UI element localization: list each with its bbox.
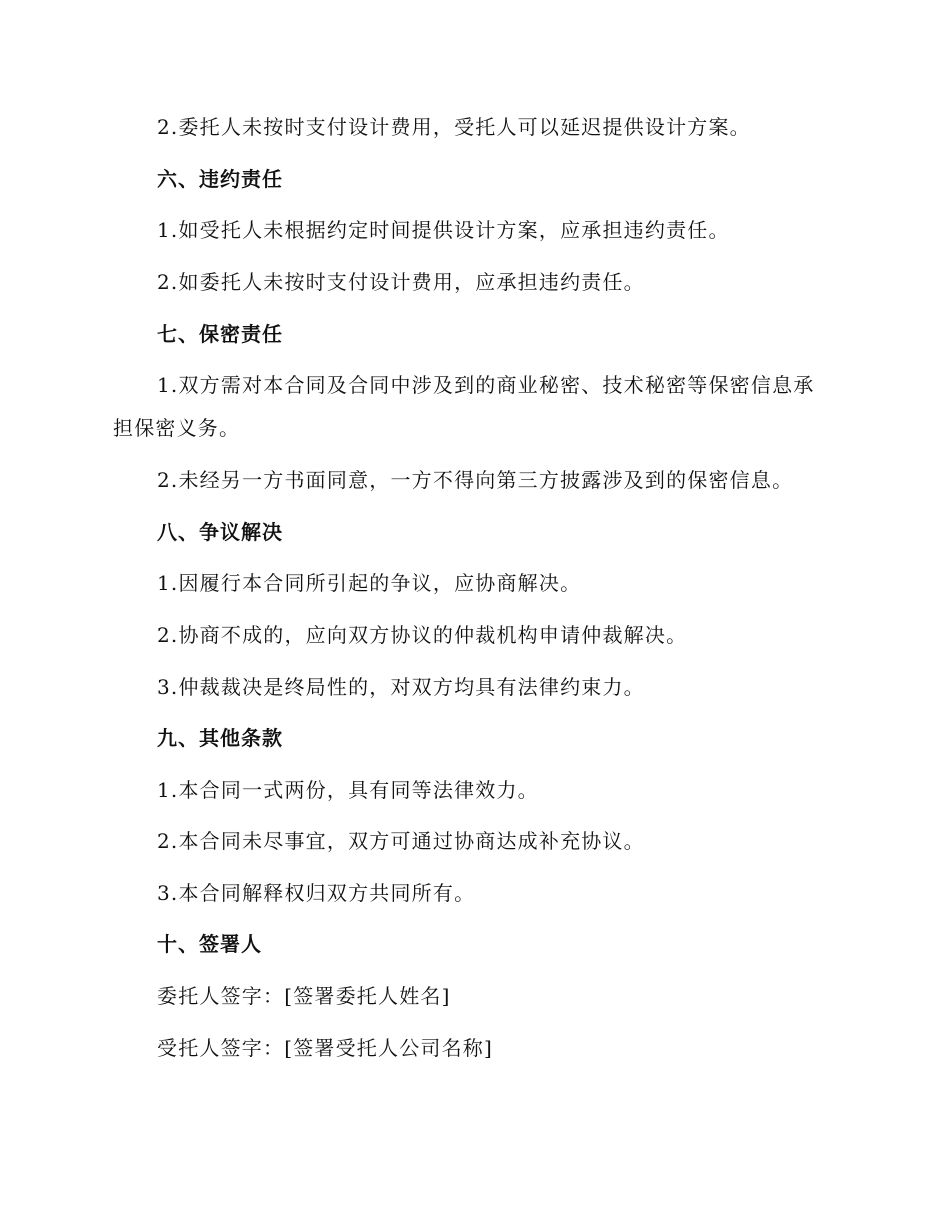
clause-7-item-1-continuation: 担保密义务。 xyxy=(113,416,241,440)
clause-8-item-2: 2.协商不成的，应向双方协议的仲裁机构申请仲裁解决。 xyxy=(157,623,688,647)
clause-8-item-1: 1.因履行本合同所引起的争议，应协商解决。 xyxy=(157,571,582,595)
clause-8-item-3: 3.仲裁裁决是终局性的，对双方均具有法律约束力。 xyxy=(157,675,645,699)
section-6-heading: 六、违约责任 xyxy=(157,167,283,191)
section-10-heading: 十、签署人 xyxy=(157,932,262,956)
clause-6-item-2: 2.如委托人未按时支付设计费用，应承担违约责任。 xyxy=(157,270,645,294)
clause-6-item-1: 1.如受托人未根据约定时间提供设计方案，应承担违约责任。 xyxy=(157,218,730,242)
contractor-signature-line: 受托人签字：[签署受托人公司名称] xyxy=(157,1036,494,1060)
section-7-heading: 七、保密责任 xyxy=(157,322,283,346)
clause-9-item-1: 1.本合同一式两份，具有同等法律效力。 xyxy=(157,778,539,802)
clause-7-item-1: 1.双方需对本合同及合同中涉及到的商业秘密、技术秘密等保密信息承 xyxy=(157,373,815,397)
section-8-heading: 八、争议解决 xyxy=(157,520,283,544)
clause-5-item-2: 2.委托人未按时支付设计费用，受托人可以延迟提供设计方案。 xyxy=(157,115,751,139)
section-9-heading: 九、其他条款 xyxy=(157,726,283,750)
clause-9-item-3: 3.本合同解释权归双方共同所有。 xyxy=(157,881,476,905)
clause-9-item-2: 2.本合同未尽事宜，双方可通过协商达成补充协议。 xyxy=(157,829,645,853)
clause-7-item-2: 2.未经另一方书面同意，一方不得向第三方披露涉及到的保密信息。 xyxy=(157,468,794,492)
client-signature-line: 委托人签字：[签署委托人姓名] xyxy=(157,984,451,1008)
